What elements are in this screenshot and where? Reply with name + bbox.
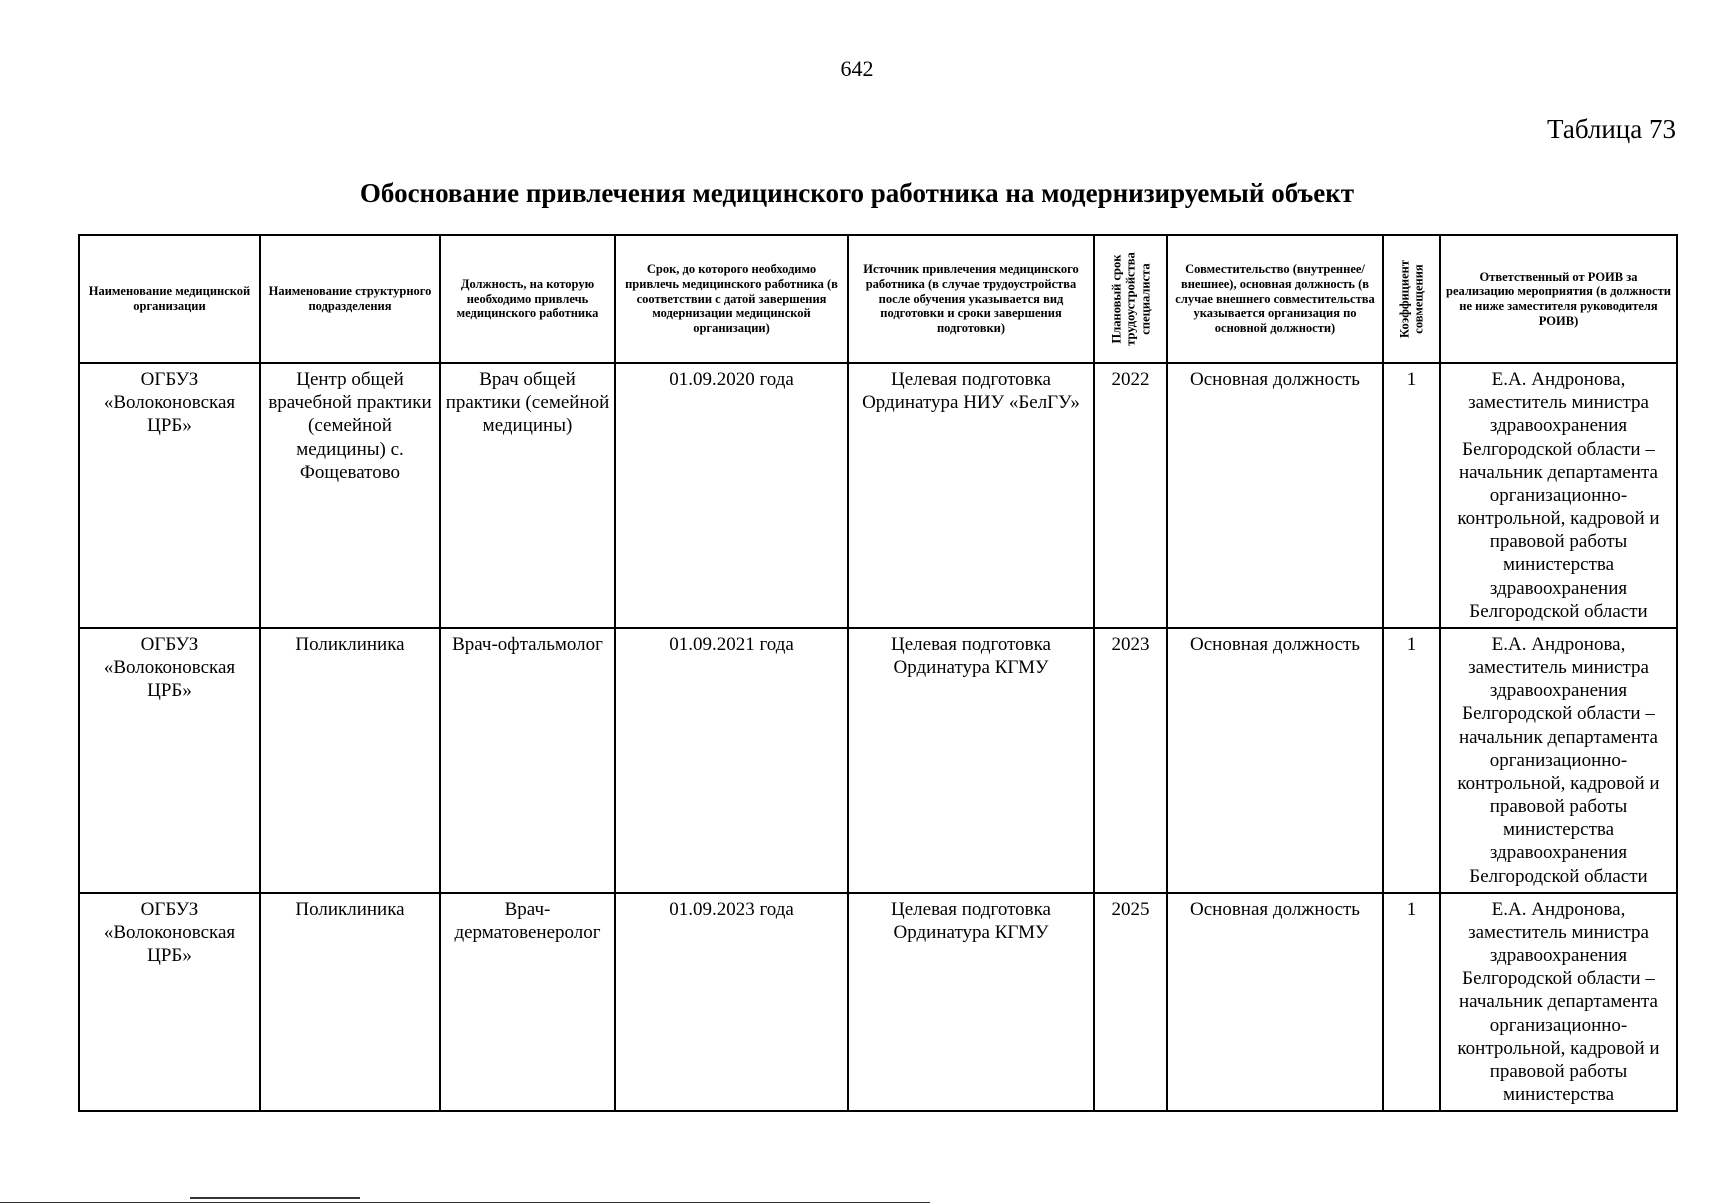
table-row: [79, 893, 1677, 1112]
cell-unit: Поликлиника: [260, 893, 440, 1112]
cell-position: Врач общей практики (семейной медицины): [440, 363, 615, 628]
cell-org: ОГБУЗ «Волоконовская ЦРБ»: [79, 363, 260, 628]
cell-combination: Основная должность: [1167, 628, 1383, 893]
cell-responsible: Е.А. Андронова, заместитель министра здравоохранения Белгородской области – начальник департамента организационно-контрольной, кадровой и правовой работы министерства: [1440, 893, 1677, 1112]
cell-year: 2023: [1094, 628, 1167, 893]
page-number: 642: [840, 56, 874, 81]
cell-year: 2022: [1094, 363, 1167, 628]
cell-responsible: Е.А. Андронова, заместитель министра здравоохранения Белгородской области – начальник департамента организациoнно-контрольной, кадровой и правовой работы министерства здравоохранения Белгородской области: [1440, 628, 1677, 893]
cell-coef: 1: [1383, 628, 1440, 893]
document-title: Обоснование привлечения медицинского работника на модернизируемый объект: [359, 178, 1355, 208]
table-label: Таблица 73: [1547, 114, 1676, 144]
header-coef: [1383, 235, 1440, 363]
staffing-table: [78, 234, 1678, 1112]
header-year: [1094, 235, 1167, 363]
cell-combination: Основная должность: [1167, 363, 1383, 628]
cell-source: Целевая подготовка Ординатура НИУ «БелГУ»: [848, 363, 1094, 628]
cell-combination: Основная должность: [1167, 893, 1383, 1112]
cell-deadline: 01.09.2023 года: [615, 893, 848, 1112]
cell-year: 2025: [1094, 893, 1167, 1112]
header-org: Наименование медицинской организации: [79, 235, 260, 363]
cell-responsible: Е.А. Андронова, заместитель министра здравоохранения Белгородской области – начальник департамента организационно-контрольной, кадровой и правовой работы министерства здравоохранения Белгородской области: [1440, 363, 1677, 628]
cell-source: Целевая подготовка Ординатура КГМУ: [848, 628, 1094, 893]
cell-org: ОГБУЗ «Волоконовская ЦРБ»: [79, 628, 260, 893]
cell-coef: 1: [1383, 893, 1440, 1112]
header-unit: Наименование структурного подразделения: [260, 235, 440, 363]
footer-rule-accent: [190, 1197, 360, 1199]
cell-unit: Центр общей врачебной практики (семейной медицины) с. Фощеватово: [260, 363, 440, 628]
cell-source: Целевая подготовка Ординатура КГМУ: [848, 893, 1094, 1112]
cell-deadline: 01.09.2021 года: [615, 628, 848, 893]
header-position: Должность, на которую необходимо привлечь медицинского работника: [440, 235, 615, 363]
table-row: [79, 628, 1677, 893]
cell-deadline: 01.09.2020 года: [615, 363, 848, 628]
header-coef-label: Коэффициент совмещения: [1397, 260, 1426, 338]
header-row: [79, 235, 1677, 363]
cell-coef: 1: [1383, 363, 1440, 628]
cell-position: Врач-офтальмолог: [440, 628, 615, 893]
cell-unit: Поликлиника: [260, 628, 440, 893]
header-deadline: Срок, до которого необходимо привлечь медицинского работника (в соответствии с датой завершения модернизации медицинской организации): [615, 235, 848, 363]
header-year-label: Плановый срок трудоустройства специалиста: [1108, 252, 1152, 346]
table-row: [79, 363, 1677, 628]
header-responsible: Ответственный от РОИВ за реализацию мероприятия (в должности не ниже заместителя руководителя РОИВ): [1440, 235, 1677, 363]
cell-position: Врач-дерматовенеролог: [440, 893, 615, 1112]
header-combination: Совместительство (внутреннее/ внешнее), основная должность (в случае внешнего совместительства указывается организация по основной должности): [1167, 235, 1383, 363]
header-source: Источник привлечения медицинского работника (в случае трудоустройства после обучения указывается вид подготовки и сроки завершения подготовки): [848, 235, 1094, 363]
cell-org: ОГБУЗ «Волоконовская ЦРБ»: [79, 893, 260, 1112]
